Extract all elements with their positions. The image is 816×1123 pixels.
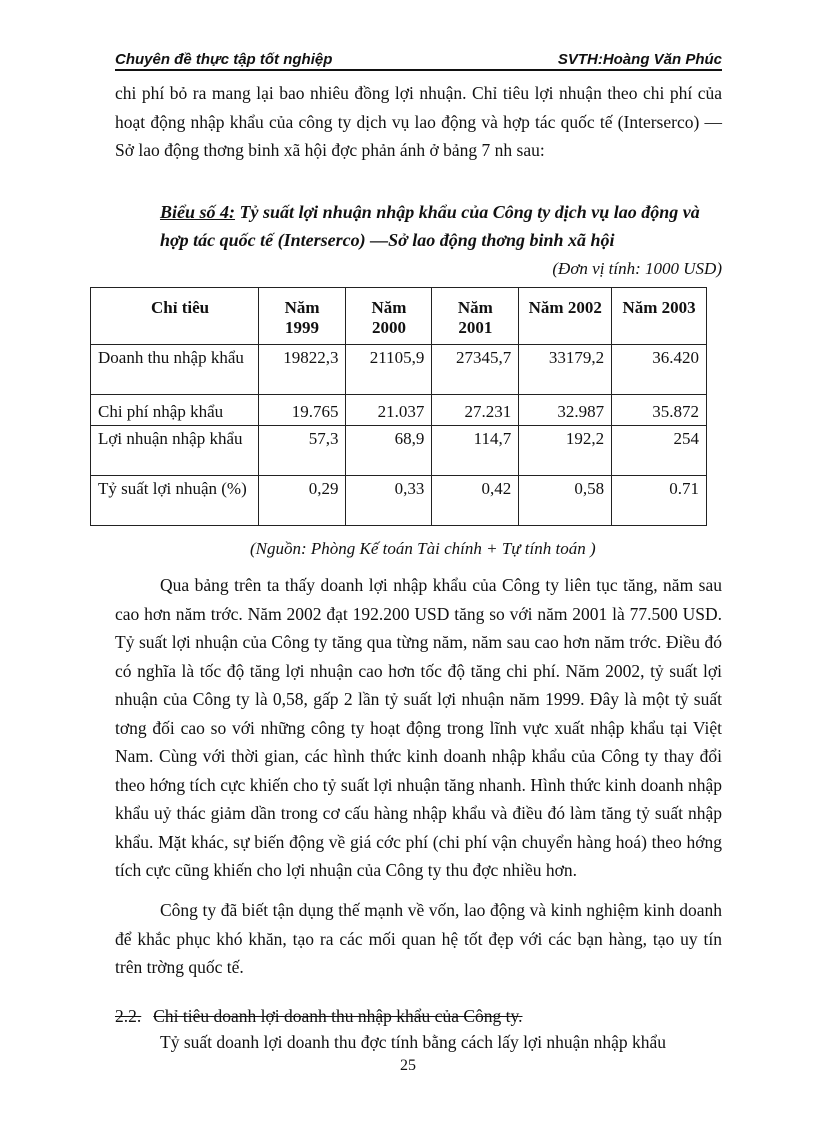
page-header <box>115 51 722 71</box>
column-header: Năm 2003 <box>612 288 707 345</box>
column-header: Năm 2002 <box>519 288 612 345</box>
table-row <box>91 426 707 476</box>
profit-table <box>90 287 707 526</box>
header-document-title: Chuyên đề thực tập tốt nghiệp <box>115 51 333 68</box>
table-cell: 21.037 <box>346 395 432 426</box>
row-label: Doanh thu nhập khẩu <box>91 345 259 395</box>
body-paragraph: Tỷ suất doanh lợi doanh thu đợc tính bằng cách lấy lợi nhuận nhập khẩu <box>160 1032 666 1052</box>
caption-label: Biểu số 4: <box>160 202 236 222</box>
table-cell: 0,58 <box>519 476 612 526</box>
table-caption <box>160 198 725 254</box>
column-header: Năm 2001 <box>432 288 519 345</box>
table-row <box>91 476 707 526</box>
table-cell: 68,9 <box>346 426 432 476</box>
column-header: Chỉ tiêu <box>91 288 259 345</box>
table-cell: 19.765 <box>258 395 346 426</box>
column-header: Năm 1999 <box>258 288 346 345</box>
section-title: Chỉ tiêu doanh lợi doanh thu nhập khẩu của Công ty. <box>153 1006 523 1026</box>
table-cell: 114,7 <box>432 426 519 476</box>
table-cell: 192,2 <box>519 426 612 476</box>
row-label: Lợi nhuận nhập khẩu <box>91 426 259 476</box>
table-cell: 33179,2 <box>519 345 612 395</box>
table-cell: 27.231 <box>432 395 519 426</box>
section-heading <box>115 1005 523 1027</box>
column-header: Năm 2000 <box>346 288 432 345</box>
section-number: 2.2. <box>115 1006 142 1026</box>
table-cell: 35.872 <box>612 395 707 426</box>
body-paragraph: Công ty đã biết tận dụng thế mạnh về vốn, lao động và kinh nghiệm kinh doanh để khắc phục khó khăn, tạo ra các mối quan hệ tốt đẹp với các bạn hàng, tạo uy tín trên trờng quốc tế. <box>115 900 722 977</box>
table-cell: 36.420 <box>612 345 707 395</box>
table-row <box>91 345 707 395</box>
intro-paragraph: chi phí bỏ ra mang lại bao nhiêu đồng lợi nhuận. Chỉ tiêu lợi nhuận theo chi phí của hoạt động nhập khẩu của công ty dịch vụ lao động và hợp tác quốc tế (Interserco) — Sở lao động thơng binh xã hội đợc phản ánh ở bảng 7 nh sau: <box>115 83 722 160</box>
table-cell: 57,3 <box>258 426 346 476</box>
page-number: 25 <box>400 1057 416 1074</box>
table-header-row <box>91 288 707 345</box>
header-student-name: SVTH:Hoàng Văn Phúc <box>557 51 722 68</box>
table-cell: 32.987 <box>519 395 612 426</box>
caption-text: Tỷ suất lợi nhuận nhập khẩu của Công ty dịch vụ lao động và hợp tác quốc tế (Interserco) —Sở lao động thơng binh xã hội <box>160 202 700 250</box>
table-cell: 0,33 <box>346 476 432 526</box>
table-cell: 0.71 <box>612 476 707 526</box>
table-cell: 254 <box>612 426 707 476</box>
table-cell: 21105,9 <box>346 345 432 395</box>
table-row <box>91 395 707 426</box>
row-label: Tỷ suất lợi nhuận (%) <box>91 476 259 526</box>
table-cell: 0,29 <box>258 476 346 526</box>
table-cell: 0,42 <box>432 476 519 526</box>
row-label: Chi phí nhập khẩu <box>91 395 259 426</box>
table-cell: 27345,7 <box>432 345 519 395</box>
source-note: (Nguồn: Phòng Kế toán Tài chính + Tự tính toán ) <box>250 539 596 558</box>
table-cell: 19822,3 <box>258 345 346 395</box>
unit-note: (Đơn vị tính: 1000 USD) <box>552 259 722 278</box>
body-paragraph: Qua bảng trên ta thấy doanh lợi nhập khẩu của Công ty liên tục tăng, năm sau cao hơn năm trớc. Năm 2002 đạt 192.200 USD tăng so với năm 2001 là 77.500 USD. Tỷ suất lợi nhuận của Công ty tăng qua từng năm, năm sau cao hơn năm trớc. Điều đó có nghĩa là tốc độ tăng lợi nhuận cao hơn tốc độ tăng chi phí. Năm 2002, tỷ suất lợi nhuận của Công ty là 0,58, gấp 2 lần tỷ suất lợi nhuận năm 1999. Đây là một tỷ suất tơng đối cao so với những công ty hoạt động trong lĩnh vực xuất nhập khẩu tại Việt Nam. Cùng với thời gian, các hình thức kinh doanh nhập khẩu của Công ty thay đổi theo hớng tích cực khiến cho tỷ suất lợi nhuận tăng nhanh. Hình thức kinh doanh nhập khẩu uỷ thác giảm dần trong cơ cấu hàng nhập khẩu và điều đó làm tăng tỷ suất nhập khẩu. Mặt khác, sự biến động về giá cớc phí (chi phí vận chuyển hàng hoá) theo hớng tích cực cũng khiến cho lợi nhuận của Công ty thu đợc nhiều hơn. <box>115 575 722 880</box>
